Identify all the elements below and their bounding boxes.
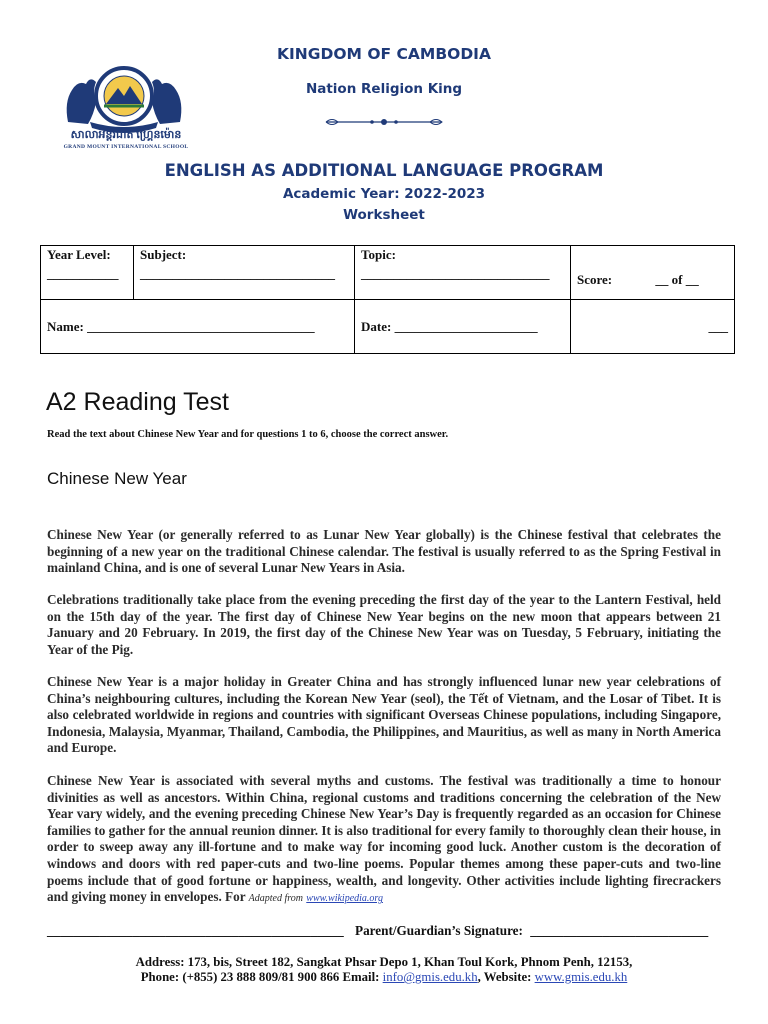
paragraph-1: Chinese New Year (or generally referred to as Lunar New Year globally) is the Chinese festival that celebrates the beginning of a new year on the traditional Chinese calendar. The festival is usually referred to as the Spring Festival in mainland China, and is one of several Lunar New Years in Asia. [47, 527, 721, 576]
reading-subtitle: Chinese New Year [47, 469, 187, 488]
paragraph-4 [47, 773, 721, 908]
name-blank: ___________________________________ [87, 318, 315, 334]
score-of: __ of __ [655, 272, 699, 287]
paragraph-4-text: Chinese New Year is associated with several myths and customs. The festival was traditionally a time to honour divinities as well as ancestors. Within China, regional customs and traditions concerning the celebration of the New Year vary widely, and the evening preceding Chinese New Year’s Day is frequently regarded as an occasion for Chinese families to gather for the annual reunion dinner. It is also traditional for every family to thoroughly clean their house, in order to sweep away any ill-fortune and to make way for incoming good luck. Another custom is the decoration of windows and doors with red paper-cuts and two-line poems. Popular themes among these paper-cuts and two-line poems include that of good fortune or happiness, wealth, and longevity. Other activities include lighting firecrackers and giving money in envelopes. For [47, 773, 721, 905]
footer-website-label: , Website: [477, 970, 535, 984]
score-label: Score: [577, 272, 613, 287]
signature-right-line[interactable]: ___________________________ [530, 923, 709, 938]
paragraph-2: Celebrations traditionally take place from the evening preceding the first day of the year to the Lantern Festival, held on the 15th day of the year. The first day of Chinese New Year begins on the new moon that appears between 21 January and 20 February. In 2019, the first day of the Chinese New Year was on Tuesday, 5 February, initiating the Year of the Pig. [47, 592, 721, 657]
name-label: Name: [47, 318, 84, 334]
year-level-label: Year Level: [47, 247, 111, 262]
footer-address: Address: 173, bis, Street 182, Sangkat Phsar Depo 1, Khan Toul Kork, Phnom Penh, 12153, [135, 955, 633, 969]
worksheet-label: Worksheet [343, 207, 425, 223]
year-level-cell[interactable] [41, 246, 134, 300]
paragraph-3: Chinese New Year is a major holiday in Greater China and has strongly influenced lunar new year celebrations of China’s neighbouring cultures, including the Korean New Year (seol), the Tết of Vietnam, and the Losar of Tibet. It is also celebrated worldwide in regions and countries with significant Overseas Chinese populations, including Singapore, Indonesia, Malaysia, Myanmar, Thailand, Cambodia, the Philippines, and Mauritius, as well as many in North America and Europe. [47, 674, 721, 756]
signature-line [47, 923, 727, 939]
footer-phone: Phone: (+855) 23 888 809/81 900 866 Email: [140, 970, 383, 984]
subject-blank: ______________________________ [140, 266, 335, 281]
student-info-table [40, 245, 735, 354]
signature-left-line: _____________________________________________ [47, 923, 344, 938]
score-cell[interactable] [571, 246, 735, 300]
topic-cell[interactable] [355, 246, 571, 300]
date-label: Date: [361, 318, 392, 334]
topic-blank: _____________________________ [361, 266, 550, 281]
year-level-blank: ___________ [47, 266, 119, 281]
logo-khmer-text: សាលាអន្តរជាតិ ហ្គ្រេនម៉ោន [70, 129, 182, 141]
ornament-divider [322, 116, 446, 128]
subject-cell[interactable] [134, 246, 355, 300]
test-title: A2 Reading Test [46, 388, 229, 416]
footer-contact [0, 969, 768, 985]
date-cell[interactable] [355, 300, 571, 354]
adapted-from-label: Adapted from [248, 893, 303, 905]
subject-label: Subject: [140, 247, 187, 262]
footer-website-link[interactable]: www.gmis.edu.kh [534, 970, 628, 984]
date-blank: ______________________ [394, 318, 538, 334]
motto: Nation Religion King [305, 81, 463, 97]
source-link[interactable]: www.wikipedia.org [306, 893, 383, 905]
score-total-cell[interactable] [571, 300, 735, 354]
kingdom-heading: KINGDOM OF CAMBODIA [277, 45, 491, 63]
topic-label: Topic: [361, 247, 396, 262]
score-total-blank: ___ [708, 318, 728, 334]
logo-school-name: GRAND MOUNT INTERNATIONAL SCHOOL [63, 144, 189, 150]
name-cell[interactable] [41, 300, 355, 354]
signature-label: Parent/Guardian’s Signature: [355, 923, 523, 938]
footer-email-link[interactable]: info@gmis.edu.kh [382, 970, 478, 984]
instructions: Read the text about Chinese New Year and for questions 1 to 6, choose the correct answer. [47, 429, 449, 440]
academic-year: Academic Year: 2022-2023 [282, 186, 486, 202]
program-title: ENGLISH AS ADDITIONAL LANGUAGE PROGRAM [164, 161, 604, 180]
